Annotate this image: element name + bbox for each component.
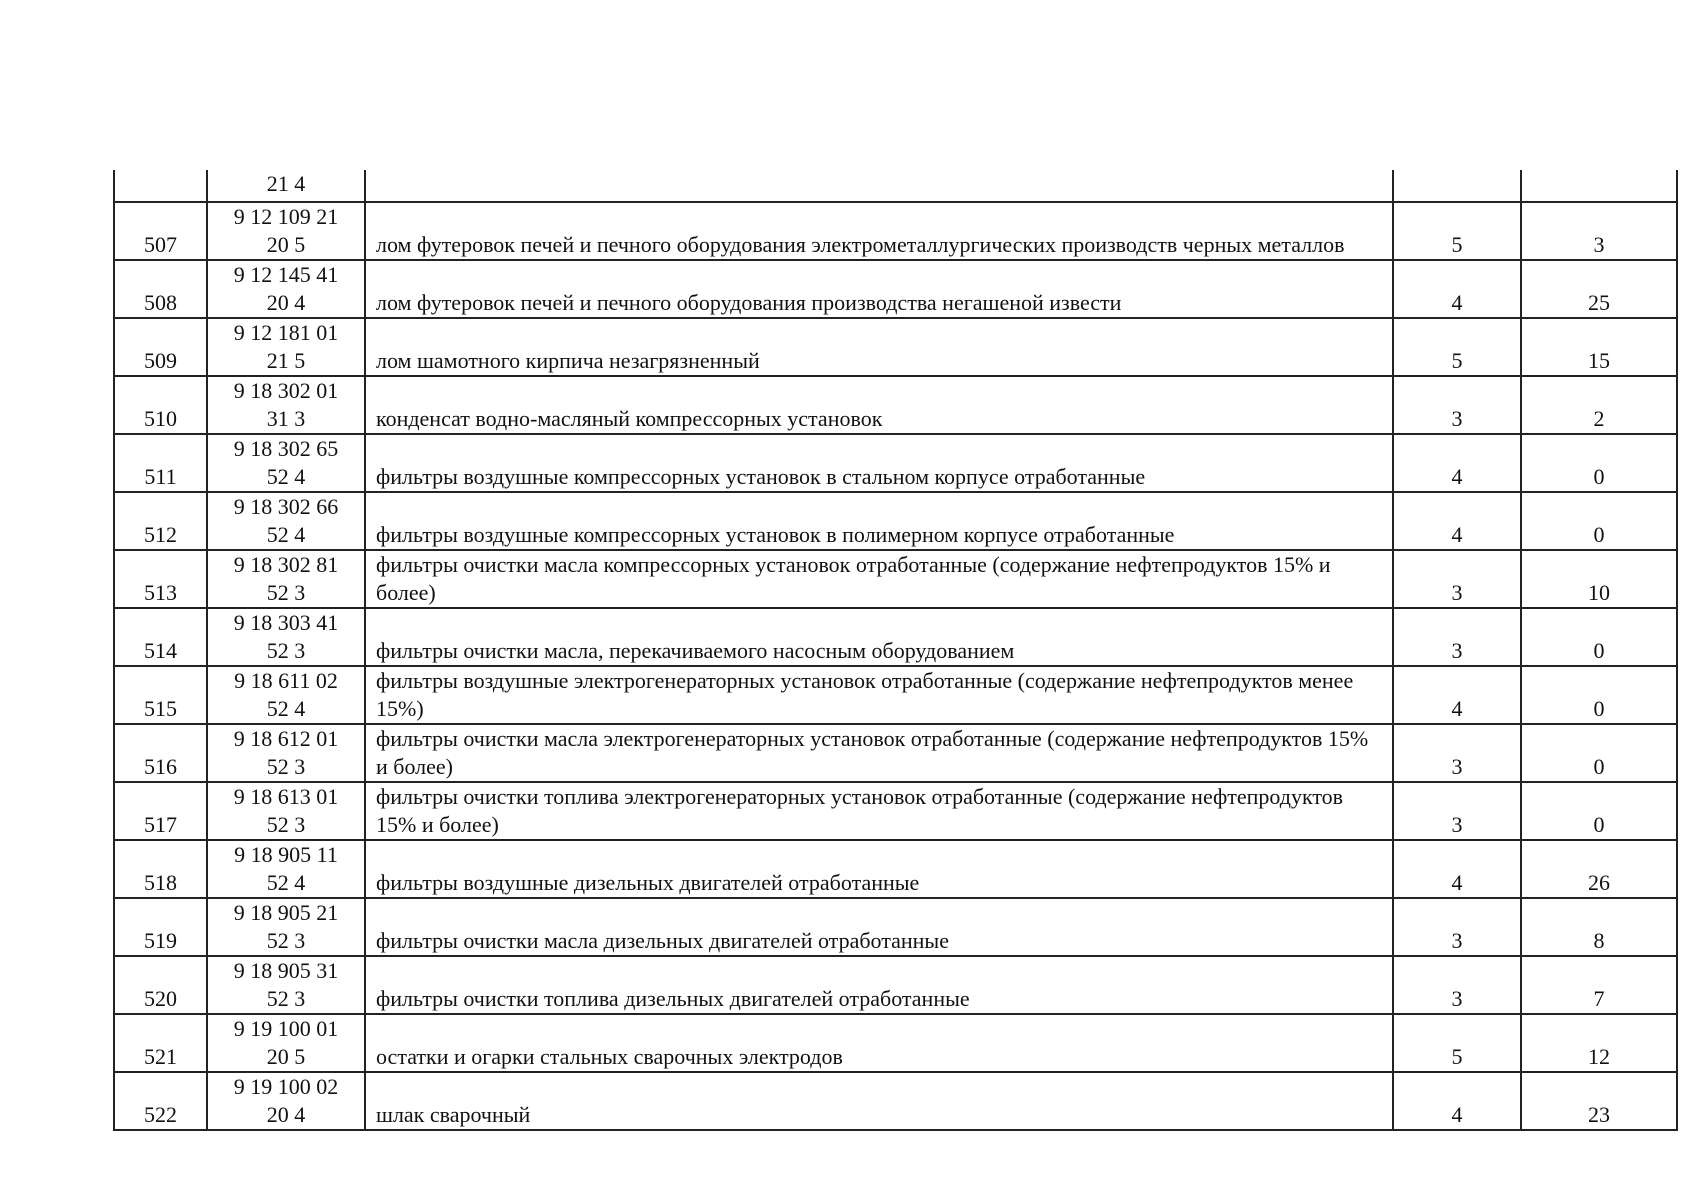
code-part-1: 9 18 302 66 bbox=[233, 494, 339, 519]
table-row bbox=[114, 434, 1677, 492]
code-part-2: 20 5 bbox=[266, 1044, 306, 1069]
cell-num: 512 bbox=[114, 492, 207, 550]
cell-num: 516 bbox=[114, 724, 207, 782]
cell-code bbox=[207, 376, 365, 434]
table-row bbox=[114, 1072, 1677, 1130]
code-part-1: 9 12 181 01 bbox=[233, 320, 339, 345]
cell-num: 521 bbox=[114, 1014, 207, 1072]
cell-qty bbox=[1521, 170, 1677, 202]
code-part-1: 9 18 302 01 bbox=[233, 378, 339, 403]
table-row bbox=[114, 376, 1677, 434]
cell-hazard-class: 3 bbox=[1393, 608, 1521, 666]
cell-qty: 25 bbox=[1521, 260, 1677, 318]
cell-hazard-class: 5 bbox=[1393, 1014, 1521, 1072]
table-row bbox=[114, 1014, 1677, 1072]
table-row bbox=[114, 550, 1677, 608]
cell-num: 509 bbox=[114, 318, 207, 376]
table-row bbox=[114, 666, 1677, 724]
cell-code bbox=[207, 956, 365, 1014]
cell-qty: 15 bbox=[1521, 318, 1677, 376]
table-row bbox=[114, 956, 1677, 1014]
cell-name: фильтры очистки топлива дизельных двигателей отработанные bbox=[365, 956, 1393, 1014]
table-row bbox=[114, 318, 1677, 376]
cell-hazard-class: 4 bbox=[1393, 434, 1521, 492]
cell-name: фильтры очистки масла дизельных двигателей отработанные bbox=[365, 898, 1393, 956]
cell-hazard-class: 3 bbox=[1393, 782, 1521, 840]
code-part-1: 9 19 100 01 bbox=[233, 1016, 339, 1041]
cell-num: 511 bbox=[114, 434, 207, 492]
code-part-1: 9 18 905 31 bbox=[233, 958, 339, 983]
code-part-2: 52 3 bbox=[266, 812, 306, 837]
cell-qty: 10 bbox=[1521, 550, 1677, 608]
code-part-2: 52 3 bbox=[266, 754, 306, 779]
code-part-2: 52 3 bbox=[266, 928, 306, 953]
cell-name: фильтры очистки масла электрогенераторных установок отработанные (содержание нефтепродуктов 15% и более) bbox=[365, 724, 1393, 782]
cell-qty: 0 bbox=[1521, 782, 1677, 840]
cell-hazard-class: 4 bbox=[1393, 840, 1521, 898]
cell-name: конденсат водно-масляный компрессорных установок bbox=[365, 376, 1393, 434]
code-part-2: 52 3 bbox=[266, 986, 306, 1011]
cell-name bbox=[365, 170, 1393, 202]
cell-name: лом футеровок печей и печного оборудования производства негашеной извести bbox=[365, 260, 1393, 318]
code-part-2: 52 3 bbox=[266, 638, 306, 663]
cell-hazard-class: 4 bbox=[1393, 666, 1521, 724]
code-part-2: 52 4 bbox=[266, 522, 306, 547]
cell-hazard-class: 4 bbox=[1393, 260, 1521, 318]
cell-qty: 7 bbox=[1521, 956, 1677, 1014]
cell-qty: 3 bbox=[1521, 202, 1677, 260]
cell-name: фильтры очистки топлива электрогенераторных установок отработанные (содержание нефтепродуктов 15% и более) bbox=[365, 782, 1393, 840]
table-body bbox=[114, 170, 1677, 1130]
cell-name: остатки и огарки стальных сварочных электродов bbox=[365, 1014, 1393, 1072]
code-part-1: 9 12 109 21 bbox=[233, 204, 339, 229]
cell-num: 517 bbox=[114, 782, 207, 840]
table-row bbox=[114, 898, 1677, 956]
code-part-1: 9 18 303 41 bbox=[233, 610, 339, 635]
cell-code bbox=[207, 318, 365, 376]
cell-qty: 23 bbox=[1521, 1072, 1677, 1130]
code-part-2: 21 5 bbox=[266, 348, 306, 373]
cell-code bbox=[207, 1014, 365, 1072]
code-part-1: 9 18 905 11 bbox=[234, 842, 338, 867]
cell-num: 513 bbox=[114, 550, 207, 608]
cell-qty: 0 bbox=[1521, 434, 1677, 492]
cell-name: лом шамотного кирпича незагрязненный bbox=[365, 318, 1393, 376]
cell-code bbox=[207, 608, 365, 666]
cell-num: 518 bbox=[114, 840, 207, 898]
cell-name: фильтры воздушные дизельных двигателей отработанные bbox=[365, 840, 1393, 898]
cell-code bbox=[207, 840, 365, 898]
cell-qty: 26 bbox=[1521, 840, 1677, 898]
code-part-1: 9 18 302 65 bbox=[233, 436, 339, 461]
cell-hazard-class: 3 bbox=[1393, 956, 1521, 1014]
code-part-1: 9 19 100 02 bbox=[233, 1074, 339, 1099]
table-row bbox=[114, 608, 1677, 666]
cell-code bbox=[207, 724, 365, 782]
table-row bbox=[114, 724, 1677, 782]
cell-name: фильтры очистки масла компрессорных установок отработанные (содержание нефтепродуктов 15% и более) bbox=[365, 550, 1393, 608]
code-part-1: 9 18 612 01 bbox=[233, 726, 339, 751]
table-row bbox=[114, 840, 1677, 898]
code-part-2: 20 4 bbox=[266, 1102, 306, 1127]
cell-code bbox=[207, 782, 365, 840]
code-part-1: 9 18 302 81 bbox=[233, 552, 339, 577]
code-tail: 21 4 bbox=[266, 171, 306, 196]
table-row bbox=[114, 260, 1677, 318]
cell-hazard-class: 4 bbox=[1393, 492, 1521, 550]
code-part-2: 52 4 bbox=[266, 464, 306, 489]
table-row bbox=[114, 782, 1677, 840]
code-part-1: 9 12 145 41 bbox=[233, 262, 339, 287]
waste-table bbox=[113, 170, 1678, 1131]
cell-qty: 0 bbox=[1521, 666, 1677, 724]
code-part-2: 52 3 bbox=[266, 580, 306, 605]
cell-code bbox=[207, 898, 365, 956]
cell-code bbox=[207, 550, 365, 608]
cell-hazard-class: 3 bbox=[1393, 376, 1521, 434]
table-row bbox=[114, 492, 1677, 550]
cell-hazard-class: 3 bbox=[1393, 898, 1521, 956]
cell-code bbox=[207, 434, 365, 492]
cell-num: 508 bbox=[114, 260, 207, 318]
table-row bbox=[114, 202, 1677, 260]
cell-qty: 12 bbox=[1521, 1014, 1677, 1072]
cell-name: лом футеровок печей и печного оборудования электрометаллургических производств черных металлов bbox=[365, 202, 1393, 260]
cell-num: 515 bbox=[114, 666, 207, 724]
cell-hazard-class: 3 bbox=[1393, 550, 1521, 608]
cell-num: 520 bbox=[114, 956, 207, 1014]
code-part-2: 31 3 bbox=[266, 406, 306, 431]
code-part-1: 9 18 611 02 bbox=[234, 668, 338, 693]
cell-name: фильтры воздушные электрогенераторных установок отработанные (содержание нефтепродуктов менее 15%) bbox=[365, 666, 1393, 724]
cell-code bbox=[207, 492, 365, 550]
cell-hazard-class: 4 bbox=[1393, 1072, 1521, 1130]
cell-qty: 0 bbox=[1521, 492, 1677, 550]
cell-name: фильтры воздушные компрессорных установок в стальном корпусе отработанные bbox=[365, 434, 1393, 492]
cell-hazard-class: 5 bbox=[1393, 318, 1521, 376]
cell-name: фильтры очистки масла, перекачиваемого насосным оборудованием bbox=[365, 608, 1393, 666]
cell-code bbox=[207, 260, 365, 318]
cell-qty: 8 bbox=[1521, 898, 1677, 956]
code-part-2: 20 5 bbox=[266, 232, 306, 257]
code-part-1: 9 18 613 01 bbox=[233, 784, 339, 809]
cell-qty: 0 bbox=[1521, 608, 1677, 666]
cell-num: 510 bbox=[114, 376, 207, 434]
cell-code bbox=[207, 1072, 365, 1130]
code-part-2: 20 4 bbox=[266, 290, 306, 315]
cell-qty: 0 bbox=[1521, 724, 1677, 782]
cell-code bbox=[207, 202, 365, 260]
cell-num: 507 bbox=[114, 202, 207, 260]
cell-name: шлак сварочный bbox=[365, 1072, 1393, 1130]
cell-code bbox=[207, 666, 365, 724]
table-row-continuation bbox=[114, 170, 1677, 202]
cell-code bbox=[207, 170, 365, 202]
cell-hazard-class: 5 bbox=[1393, 202, 1521, 260]
code-part-1: 9 18 905 21 bbox=[233, 900, 339, 925]
cell-hazard-class: 3 bbox=[1393, 724, 1521, 782]
code-part-2: 52 4 bbox=[266, 870, 306, 895]
code-part-2: 52 4 bbox=[266, 696, 306, 721]
cell-num bbox=[114, 170, 207, 202]
cell-num: 522 bbox=[114, 1072, 207, 1130]
cell-num: 514 bbox=[114, 608, 207, 666]
cell-num: 519 bbox=[114, 898, 207, 956]
cell-qty: 2 bbox=[1521, 376, 1677, 434]
cell-hazard-class bbox=[1393, 170, 1521, 202]
cell-name: фильтры воздушные компрессорных установок в полимерном корпусе отработанные bbox=[365, 492, 1393, 550]
